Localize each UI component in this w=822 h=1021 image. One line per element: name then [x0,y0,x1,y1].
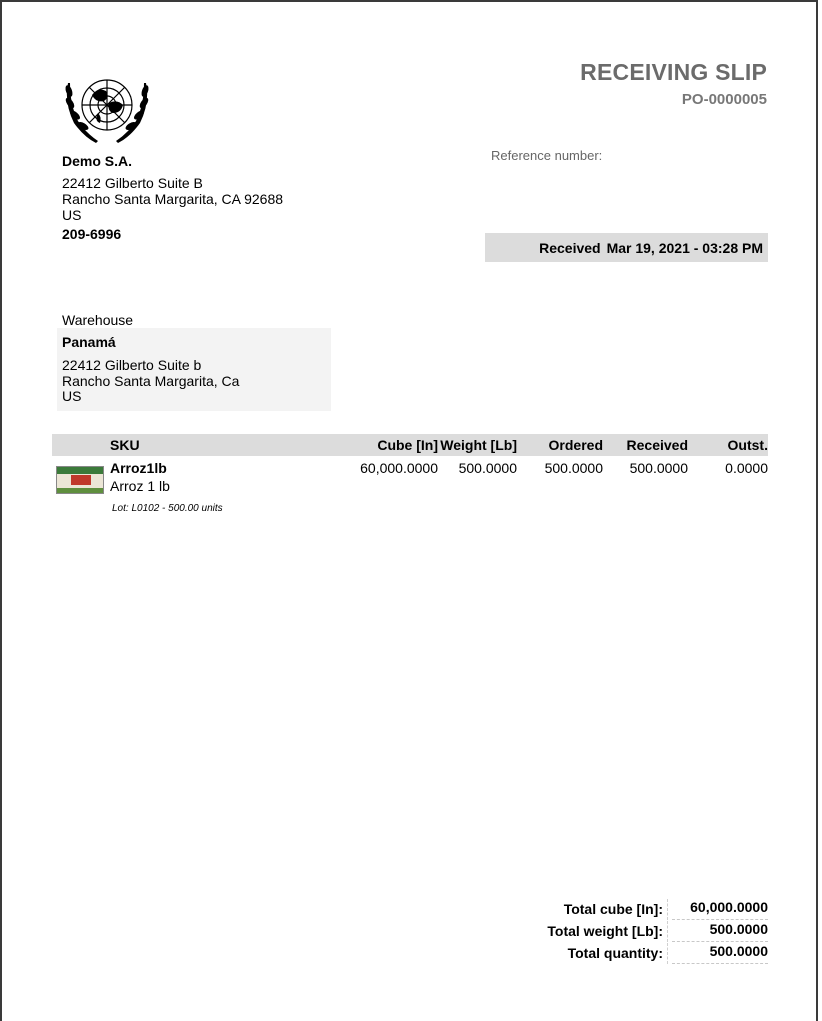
row-cube: 60,000.0000 [360,460,438,476]
warehouse-address-line: 22412 Gilberto Suite b [62,357,202,373]
row-weight: 500.0000 [458,460,517,476]
un-emblem-icon [62,73,152,151]
table-header [52,434,768,456]
totals [547,898,768,964]
total-weight-row [547,920,768,942]
received-datetime: Mar 19, 2021 - 03:28 PM [606,239,763,256]
warehouse-address-line: Rancho Santa Margarita, Ca [62,372,240,389]
warehouse-label: Warehouse [62,312,134,328]
total-quantity-row [547,942,768,964]
row-outstanding: 0.0000 [725,460,768,476]
table-row [52,456,768,516]
row-sku: Arroz1lb [110,460,167,476]
received-bar [485,233,768,262]
row-ordered: 500.0000 [544,460,603,476]
company-address-line: 22412 Gilberto Suite B [62,175,203,191]
header-weight: Weight [Lb] [440,437,517,453]
total-cube-label: Total cube [In]: [563,901,663,917]
received-label: Received [539,239,601,256]
warehouse-address [62,358,239,405]
header-received: Received [626,437,688,453]
total-weight-label: Total weight [Lb]: [547,923,663,939]
product-thumbnail [56,466,104,494]
total-cube-value: 60,000.0000 [672,898,768,920]
company-address-line: Rancho Santa Margarita, CA 92688 [62,191,284,207]
header-ordered: Ordered [548,437,603,453]
document-title: RECEIVING SLIP [580,59,767,85]
reference-number-label: Reference number: [491,148,603,163]
company-address-line: US [62,207,82,223]
total-weight-value: 500.0000 [672,920,768,942]
warehouse-box [57,328,331,411]
total-cube-row [547,898,768,920]
warehouse-name: Panamá [62,334,116,350]
header-sku: SKU [110,437,140,453]
warehouse-address-line: US [62,388,82,404]
row-received: 500.0000 [629,460,688,476]
header-outstanding: Outst. [727,437,768,453]
row-description: Arroz 1 lb [110,478,170,494]
header-cube: Cube [In] [377,437,438,453]
company-phone: 209-6996 [62,226,122,242]
document-number: PO-0000005 [681,91,767,108]
total-quantity-value: 500.0000 [672,942,768,964]
total-quantity-label: Total quantity: [567,945,663,961]
company-address [62,175,283,223]
row-lot: Lot: L0102 - 500.00 units [112,503,223,514]
company-name: Demo S.A. [62,153,133,169]
